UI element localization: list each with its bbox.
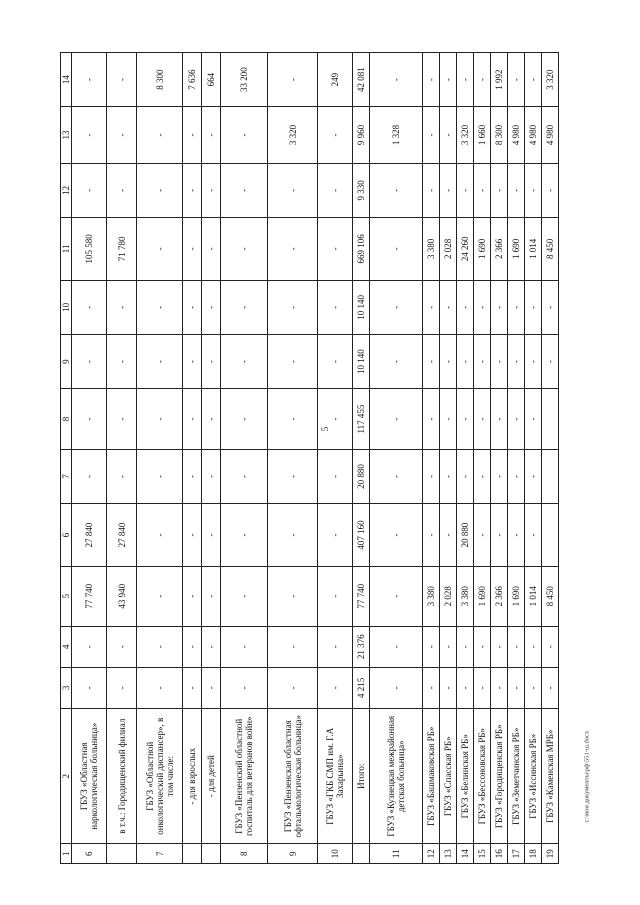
value-cell: -	[137, 566, 183, 626]
value-cell: -	[423, 107, 440, 163]
value-cell: 3 320	[457, 107, 474, 163]
table-row	[268, 53, 318, 864]
value-cell: 20 880	[457, 504, 474, 567]
value-cell: -	[440, 626, 457, 667]
institution-name-cell: ГБУЗ «Бессоновская РБ»	[474, 708, 491, 844]
table-row	[107, 53, 137, 864]
value-cell: -	[221, 217, 268, 280]
value-cell: -	[457, 449, 474, 503]
row-number-cell: 10	[318, 844, 353, 864]
value-cell: -	[491, 449, 508, 503]
value-cell: -	[525, 626, 542, 667]
value-cell: -	[107, 449, 137, 503]
column-header: 12	[61, 163, 72, 217]
table-row	[183, 53, 202, 864]
value-cell: -	[491, 334, 508, 388]
value-cell: -	[72, 107, 107, 163]
value-cell: 3 380	[457, 566, 474, 626]
value-cell: 8 450	[542, 217, 559, 280]
value-cell: -	[542, 280, 559, 334]
value-cell: -	[268, 53, 318, 107]
row-number-cell: 15	[474, 844, 491, 864]
value-cell: -	[202, 449, 221, 503]
table-row	[440, 53, 457, 864]
value-cell: -	[183, 334, 202, 388]
value-cell: -	[440, 107, 457, 163]
table-row	[457, 53, 474, 864]
value-cell: 2 028	[440, 217, 457, 280]
value-cell: -	[491, 389, 508, 450]
value-cell: -	[318, 566, 353, 626]
institution-name-cell: ГБУЗ «Областной онкологический диспансер», в том числе:	[137, 708, 183, 844]
value-cell: 1 690	[508, 566, 525, 626]
value-cell: -	[370, 389, 423, 450]
table-row	[137, 53, 183, 864]
value-cell: -	[137, 449, 183, 503]
institution-name-cell: ГБУЗ «Пензенская областная офтальмологическая больница»	[268, 708, 318, 844]
value-cell: -	[423, 280, 440, 334]
value-cell: -	[440, 53, 457, 107]
value-cell: -	[491, 504, 508, 567]
value-cell: -	[183, 163, 202, 217]
value-cell: -	[107, 163, 137, 217]
row-number-cell: 14	[457, 844, 474, 864]
value-cell: -	[542, 626, 559, 667]
row-number-cell: 17	[508, 844, 525, 864]
value-cell: 1 328	[370, 107, 423, 163]
value-cell: 8 450	[542, 566, 559, 626]
column-header: 6	[61, 504, 72, 567]
value-cell: -	[221, 334, 268, 388]
value-cell: 7 636	[183, 53, 202, 107]
table-row	[542, 53, 559, 864]
institution-name-cell: Итого:	[353, 708, 370, 844]
value-cell: -	[457, 389, 474, 450]
value-cell: 33 200	[221, 53, 268, 107]
value-cell: -	[457, 280, 474, 334]
value-cell: -	[268, 504, 318, 567]
value-cell: -	[268, 334, 318, 388]
row-number-cell: 7	[137, 844, 183, 864]
value-cell	[542, 504, 559, 567]
value-cell: 3 380	[423, 217, 440, 280]
value-cell: -	[508, 449, 525, 503]
value-cell: -	[268, 389, 318, 450]
value-cell: -	[370, 280, 423, 334]
value-cell: -	[107, 667, 137, 708]
value-cell: -	[542, 334, 559, 388]
value-cell: -	[268, 449, 318, 503]
value-cell: -	[525, 163, 542, 217]
row-number-cell	[107, 844, 137, 864]
value-cell: -	[440, 389, 457, 450]
value-cell: 4 980	[508, 107, 525, 163]
value-cell: -	[318, 389, 353, 450]
value-cell: -	[370, 449, 423, 503]
value-cell: 2 028	[440, 566, 457, 626]
value-cell: 3 320	[542, 53, 559, 107]
value-cell: 407 160	[353, 504, 370, 567]
value-cell: -	[457, 626, 474, 667]
column-header: 7	[61, 449, 72, 503]
value-cell: -	[440, 449, 457, 503]
value-cell: -	[318, 107, 353, 163]
value-cell: -	[202, 163, 221, 217]
value-cell: -	[107, 389, 137, 450]
value-cell: -	[525, 504, 542, 567]
value-cell: -	[474, 53, 491, 107]
value-cell: 10 140	[353, 280, 370, 334]
value-cell: -	[268, 626, 318, 667]
value-cell: -	[318, 504, 353, 567]
value-cell: -	[525, 389, 542, 450]
value-cell: 1 014	[525, 217, 542, 280]
value-cell: 42 081	[353, 53, 370, 107]
value-cell: 10 140	[353, 334, 370, 388]
value-cell: -	[318, 449, 353, 503]
value-cell: 77 740	[72, 566, 107, 626]
institution-name-cell: ГБУЗ «ГКБ СМП им. Г.А Захарьина»	[318, 708, 353, 844]
value-cell: -	[370, 667, 423, 708]
value-cell: -	[491, 626, 508, 667]
value-cell: 1 690	[474, 217, 491, 280]
value-cell: -	[318, 163, 353, 217]
value-cell: -	[221, 566, 268, 626]
value-cell: -	[474, 667, 491, 708]
value-cell: 3 320	[268, 107, 318, 163]
value-cell: -	[72, 53, 107, 107]
value-cell: -	[183, 626, 202, 667]
value-cell: -	[508, 53, 525, 107]
value-cell: -	[137, 334, 183, 388]
institution-name-cell: ГБУЗ «Земетчинская РБ»	[508, 708, 525, 844]
value-cell: -	[268, 280, 318, 334]
row-number-cell: 16	[491, 844, 508, 864]
value-cell: -	[318, 334, 353, 388]
value-cell: -	[183, 107, 202, 163]
column-header: 8	[61, 389, 72, 450]
value-cell: -	[423, 667, 440, 708]
value-cell: -	[474, 626, 491, 667]
value-cell: -	[440, 667, 457, 708]
value-cell: -	[183, 667, 202, 708]
value-cell: 105 580	[72, 217, 107, 280]
value-cell: -	[457, 163, 474, 217]
institution-name-cell: ГБУЗ «Каменская МРБ»	[542, 708, 559, 844]
column-header: 2	[61, 708, 72, 844]
table-row	[525, 53, 542, 864]
column-header: 4	[61, 626, 72, 667]
row-number-cell	[202, 844, 221, 864]
value-cell: -	[183, 566, 202, 626]
value-cell: -	[440, 504, 457, 567]
value-cell: -	[474, 163, 491, 217]
header-row	[61, 53, 72, 864]
value-cell: -	[137, 217, 183, 280]
value-cell: -	[202, 280, 221, 334]
value-cell: 1 014	[525, 566, 542, 626]
column-header: 5	[61, 566, 72, 626]
value-cell: -	[221, 389, 268, 450]
value-cell: -	[318, 280, 353, 334]
institution-name-cell: ГБУЗ «Городищенская РБ»	[491, 708, 508, 844]
value-cell: -	[508, 389, 525, 450]
value-cell: -	[137, 280, 183, 334]
value-cell: -	[72, 626, 107, 667]
value-cell: 9 960	[353, 107, 370, 163]
value-cell: -	[474, 449, 491, 503]
rotated-table-container	[60, 52, 611, 864]
value-cell: 27 840	[107, 504, 137, 567]
value-cell: 4 215	[353, 667, 370, 708]
value-cell: -	[183, 280, 202, 334]
table-row	[491, 53, 508, 864]
value-cell: -	[370, 504, 423, 567]
value-cell: 9 330	[353, 163, 370, 217]
value-cell: -	[457, 667, 474, 708]
value-cell: -	[107, 107, 137, 163]
table-row	[353, 53, 370, 864]
value-cell: 3 380	[423, 566, 440, 626]
value-cell: -	[508, 280, 525, 334]
value-cell: 20 880	[353, 449, 370, 503]
value-cell: -	[183, 504, 202, 567]
value-cell: 1 690	[474, 566, 491, 626]
value-cell: -	[318, 626, 353, 667]
value-cell: -	[542, 163, 559, 217]
value-cell: 2 366	[491, 566, 508, 626]
value-cell: 249	[318, 53, 353, 107]
institution-name-cell: в т.ч.: Городищенский филиал	[107, 708, 137, 844]
value-cell: -	[525, 334, 542, 388]
value-cell: -	[423, 449, 440, 503]
value-cell: -	[318, 667, 353, 708]
value-cell: -	[370, 217, 423, 280]
value-cell: 43 940	[107, 566, 137, 626]
column-header: 10	[61, 280, 72, 334]
institution-name-cell: - для взрослых	[183, 708, 202, 844]
value-cell: 1 992	[491, 53, 508, 107]
value-cell: -	[202, 389, 221, 450]
value-cell: 71 780	[107, 217, 137, 280]
institution-name-cell: ГБУЗ «Пензенский областной госпиталь для ветеранов войн»	[221, 708, 268, 844]
row-number-cell: 6	[72, 844, 107, 864]
value-cell: -	[508, 504, 525, 567]
row-number-cell	[353, 844, 370, 864]
value-cell: -	[318, 217, 353, 280]
value-cell: -	[457, 53, 474, 107]
table-body	[72, 53, 559, 864]
value-cell: -	[107, 626, 137, 667]
value-cell: -	[137, 626, 183, 667]
value-cell: -	[474, 389, 491, 450]
value-cell: -	[423, 389, 440, 450]
value-cell: 8 300	[137, 53, 183, 107]
institution-name-cell: ГБУЗ «Кузнецкая межрайонная детская больница»	[370, 708, 423, 844]
column-header: 9	[61, 334, 72, 388]
value-cell: -	[137, 504, 183, 567]
value-cell: -	[474, 334, 491, 388]
value-cell: -	[474, 280, 491, 334]
value-cell: -	[183, 449, 202, 503]
value-cell: -	[137, 163, 183, 217]
row-number-cell: 9	[268, 844, 318, 864]
value-cell: -	[183, 389, 202, 450]
value-cell	[542, 389, 559, 450]
value-cell: 21 376	[353, 626, 370, 667]
value-cell: 77 740	[353, 566, 370, 626]
value-cell: -	[440, 280, 457, 334]
value-cell: -	[202, 504, 221, 567]
value-cell: 2 366	[491, 217, 508, 280]
value-cell: -	[221, 280, 268, 334]
value-cell: -	[183, 217, 202, 280]
value-cell: -	[202, 334, 221, 388]
value-cell: -	[137, 107, 183, 163]
value-cell: 1 690	[508, 217, 525, 280]
value-cell: 8 300	[491, 107, 508, 163]
value-cell: -	[202, 107, 221, 163]
table-row	[370, 53, 423, 864]
value-cell: -	[221, 449, 268, 503]
data-table	[60, 52, 559, 864]
value-cell: -	[107, 280, 137, 334]
value-cell: -	[202, 566, 221, 626]
institution-name-cell: ГБУЗ «Иссинская РБ»	[525, 708, 542, 844]
footer-file-path: c:\мои документы\рф\551-ш.docx	[583, 730, 591, 823]
value-cell: -	[72, 280, 107, 334]
value-cell: -	[474, 504, 491, 567]
value-cell: -	[221, 163, 268, 217]
table-row	[508, 53, 525, 864]
value-cell: -	[72, 389, 107, 450]
value-cell: -	[202, 626, 221, 667]
value-cell: -	[72, 449, 107, 503]
value-cell: -	[221, 667, 268, 708]
value-cell: -	[370, 53, 423, 107]
value-cell: -	[137, 389, 183, 450]
value-cell: -	[268, 217, 318, 280]
value-cell: -	[542, 667, 559, 708]
table-row	[318, 53, 353, 864]
value-cell: -	[202, 667, 221, 708]
value-cell: -	[370, 626, 423, 667]
table-row	[221, 53, 268, 864]
value-cell: -	[440, 334, 457, 388]
value-cell: -	[268, 566, 318, 626]
value-cell: -	[423, 626, 440, 667]
value-cell: -	[457, 334, 474, 388]
institution-name-cell: - для детей	[202, 708, 221, 844]
value-cell: -	[268, 163, 318, 217]
value-cell: -	[423, 504, 440, 567]
institution-name-cell: ГБУЗ «Башмаковская РБ»	[423, 708, 440, 844]
value-cell: -	[221, 107, 268, 163]
value-cell: 24 260	[457, 217, 474, 280]
value-cell: -	[221, 626, 268, 667]
row-number-cell: 13	[440, 844, 457, 864]
institution-name-cell: ГБУЗ «Областная наркологическая больница»	[72, 708, 107, 844]
table-row	[423, 53, 440, 864]
value-cell: -	[268, 667, 318, 708]
value-cell: -	[525, 280, 542, 334]
value-cell: -	[107, 53, 137, 107]
value-cell: -	[370, 163, 423, 217]
value-cell: -	[491, 667, 508, 708]
table-row	[474, 53, 491, 864]
page-number: 5	[320, 426, 330, 432]
value-cell: -	[107, 334, 137, 388]
value-cell: -	[525, 53, 542, 107]
row-number-cell: 8	[221, 844, 268, 864]
institution-name-cell: ГБУЗ «Белинская РБ»	[457, 708, 474, 844]
value-cell: -	[72, 163, 107, 217]
column-header: 13	[61, 107, 72, 163]
value-cell: -	[508, 626, 525, 667]
value-cell: -	[525, 449, 542, 503]
value-cell: -	[221, 504, 268, 567]
row-number-cell	[183, 844, 202, 864]
value-cell: 27 840	[72, 504, 107, 567]
value-cell: -	[508, 667, 525, 708]
row-number-cell: 19	[542, 844, 559, 864]
value-cell: -	[423, 163, 440, 217]
value-cell: -	[508, 334, 525, 388]
row-number-cell: 11	[370, 844, 423, 864]
value-cell: -	[423, 334, 440, 388]
value-cell: -	[370, 334, 423, 388]
value-cell: -	[508, 163, 525, 217]
value-cell: -	[72, 667, 107, 708]
value-cell: 664	[202, 53, 221, 107]
value-cell: -	[202, 217, 221, 280]
value-cell: -	[491, 163, 508, 217]
table-row	[202, 53, 221, 864]
value-cell: -	[423, 53, 440, 107]
row-number-cell: 18	[525, 844, 542, 864]
row-number-cell: 12	[423, 844, 440, 864]
value-cell: 669 106	[353, 217, 370, 280]
value-cell: -	[440, 163, 457, 217]
value-cell: -	[491, 280, 508, 334]
institution-name-cell: ГБУЗ «Спасская РБ»	[440, 708, 457, 844]
column-header: 1	[61, 844, 72, 864]
value-cell: -	[137, 667, 183, 708]
column-header: 14	[61, 53, 72, 107]
table-row	[72, 53, 107, 864]
value-cell	[542, 449, 559, 503]
value-cell: 1 660	[474, 107, 491, 163]
value-cell: 117 455	[353, 389, 370, 450]
value-cell: -	[525, 667, 542, 708]
value-cell: -	[370, 566, 423, 626]
value-cell: 4 980	[542, 107, 559, 163]
value-cell: -	[72, 334, 107, 388]
column-header: 11	[61, 217, 72, 280]
column-header: 3	[61, 667, 72, 708]
value-cell: 4 980	[525, 107, 542, 163]
